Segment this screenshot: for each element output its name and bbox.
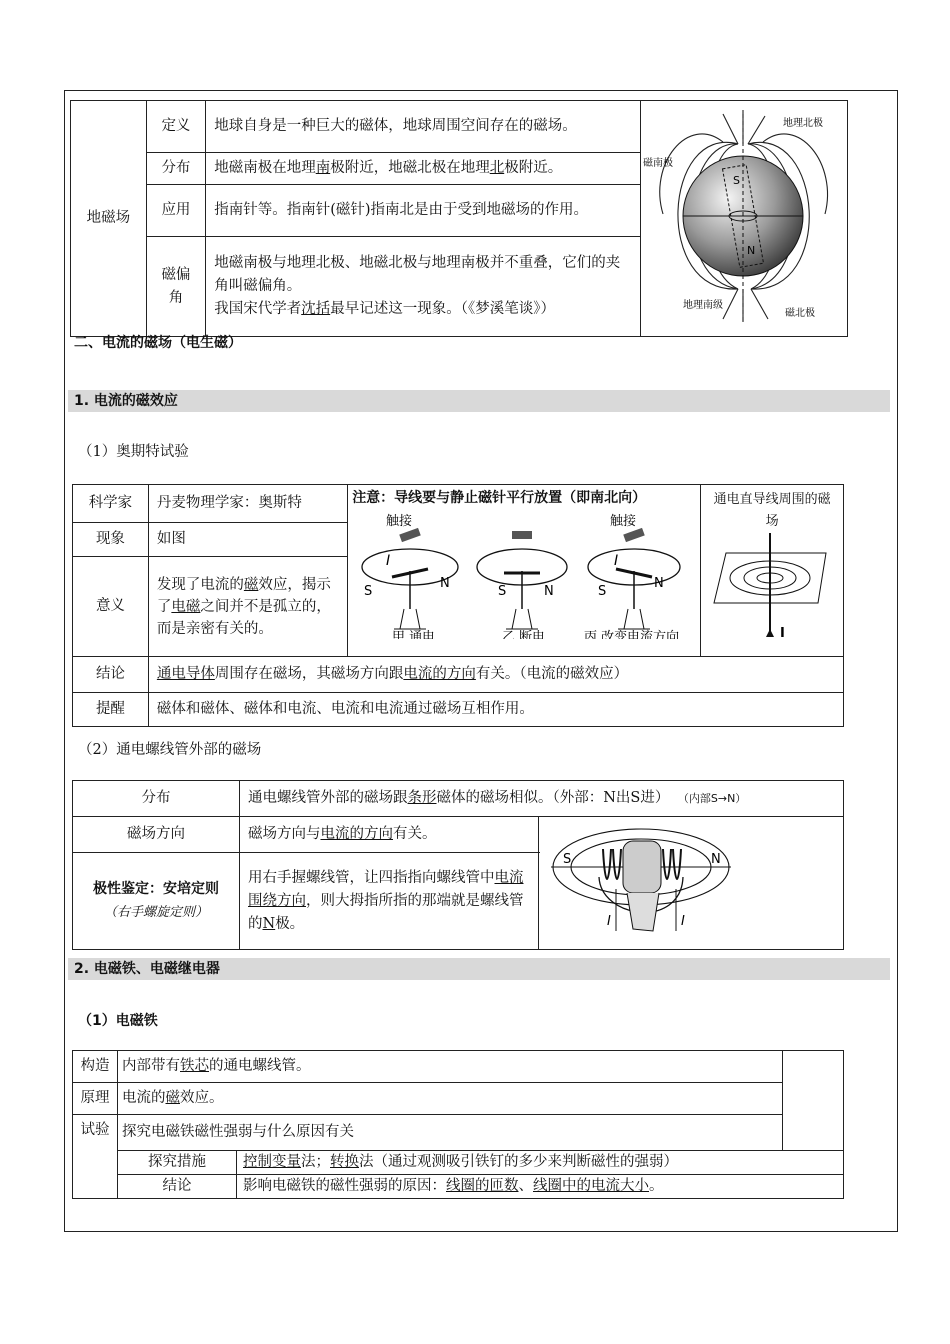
remind-value: 磁体和磁体、磁体和电流、电流和电流通过磁场互相作用。: [148, 693, 843, 727]
wire-figure-cell: [701, 485, 844, 657]
geo-table: [70, 100, 848, 337]
n-label-2: N: [544, 584, 554, 599]
concl-label: 结论: [73, 657, 149, 693]
i-label-3: I: [614, 553, 619, 569]
s-label-1: S: [364, 584, 373, 599]
oersted-figure: [352, 509, 692, 639]
touch-label-3: 触接: [610, 514, 637, 529]
geo-south-label: 地理南级: [683, 299, 724, 311]
mean-value: 发现了电流的磁效应，揭示了电磁之间并不是孤立的，而是亲密有关的。: [148, 557, 347, 657]
phen-value: 如图: [148, 523, 347, 557]
earth-s-label: S: [733, 173, 741, 187]
meas-value: 控制变量法；转换法（通过观测吸引铁钉的多少来判断磁性的强弱）: [237, 1151, 844, 1175]
experiment-off: [477, 531, 567, 639]
s-label-3: S: [598, 584, 607, 599]
exp-label: 试验: [73, 1115, 118, 1199]
oersted-note: 注意：导线要与静止磁针平行放置（即南北向）: [352, 490, 647, 506]
touch-label-1: 触接: [386, 514, 413, 529]
dist-value: 通电螺线管外部的磁场跟条形磁体的磁场相似。（外部：N出S进） （内部S→N）: [240, 781, 844, 817]
caption-2: 乙 断电: [502, 630, 546, 639]
res-value: 影响电磁铁的磁性强弱的原因：线圈的匝数、线圈中的电流大小。: [237, 1175, 844, 1199]
dir-label: 磁场方向: [73, 817, 240, 853]
sub-oersted: （1）奥期特试验: [78, 444, 189, 460]
exp-value: 探究电磁铁磁性强弱与什么原因有关: [118, 1115, 783, 1151]
geo-title: 地磁场: [71, 101, 147, 337]
dist-label: 分布: [73, 781, 240, 817]
caption-1: 甲 通电: [392, 630, 436, 639]
prin-label: 原理: [73, 1083, 118, 1115]
wire-i-label: I: [780, 626, 785, 641]
sol-i-left: I: [607, 914, 611, 929]
sub-solenoid: （2）通电螺线管外部的磁场: [78, 742, 262, 758]
geo-decl-label: 磁偏角: [146, 237, 206, 337]
oersted-table: [72, 484, 844, 727]
wire-title: 通电直导线周围的磁场: [713, 492, 831, 529]
geo-dist-label: 分布: [146, 153, 206, 185]
res-label: 结论: [118, 1175, 237, 1199]
earth-n-label: N: [747, 243, 756, 257]
prin-value: 电流的磁效应。: [118, 1083, 783, 1115]
experiment-on: [362, 513, 458, 639]
build-value: 内部带有铁芯的通电螺线管。: [118, 1051, 783, 1083]
sci-value: 丹麦物理学家：奥斯特: [148, 485, 347, 523]
geo-north-label: 地理北极: [783, 117, 824, 129]
band-electric-magnetic-effect: 1. 电流的磁效应: [68, 390, 890, 412]
build-label: 构造: [73, 1051, 118, 1083]
sol-i-right: I: [681, 914, 685, 929]
section-2-title: 二、电流的磁场（电生磁）: [74, 335, 242, 351]
i-label-1: I: [386, 553, 391, 569]
electromagnet-table: [72, 1050, 844, 1199]
remind-label: 提醒: [73, 693, 149, 727]
solenoid-figure-cell: [539, 817, 844, 950]
geo-app-label: 应用: [146, 185, 206, 237]
straight-wire-figure: [708, 533, 836, 643]
electromagnet-blank-cell: [782, 1051, 843, 1151]
mean-label: 意义: [73, 557, 149, 657]
geo-def-text: 地球自身是一种巨大的磁体，地球周围空间存在的磁场。: [206, 101, 641, 153]
pol-value: 用右手握螺线管，让四指指向螺线管中电流围绕方向，则大拇指所指的那端就是螺线管的N极。: [240, 853, 539, 950]
pol-label: 极性鉴定：安培定则: [93, 881, 219, 898]
sol-s-label: S: [563, 852, 572, 867]
solenoid-hand-figure: [541, 819, 841, 939]
sci-label: 科学家: [73, 485, 149, 523]
band-electromagnet: 2. 电磁铁、电磁继电器: [68, 958, 890, 980]
meas-label: 探究措施: [118, 1151, 237, 1175]
mag-south-label: 磁南极: [643, 157, 674, 169]
geo-def-label: 定义: [146, 101, 206, 153]
sol-n-label: N: [711, 852, 721, 867]
n-label-1: N: [440, 576, 450, 591]
earth-magnetic-field-figure: [643, 104, 843, 326]
phen-label: 现象: [73, 523, 149, 557]
pol-sub: （右手螺旋定则）: [103, 905, 208, 921]
geo-app-text: 指南针等。指南针(磁针)指南北是由于受到地磁场的作用。: [206, 185, 641, 237]
oersted-figure-cell: [348, 485, 701, 657]
pol-label-cell: [73, 853, 240, 950]
mag-north-label: 磁北极: [785, 307, 816, 319]
n-label-3: N: [654, 576, 664, 591]
earth-figure-cell: [641, 101, 848, 337]
experiment-reverse: [584, 513, 680, 639]
sub-electromagnet: （1）电磁铁: [78, 1013, 158, 1029]
caption-3: 丙 改变电流方向: [584, 630, 680, 639]
concl-value: 通电导体周围存在磁场，其磁场方向跟电流的方向有关。（电流的磁效应）: [148, 657, 843, 693]
dir-value: 磁场方向与电流的方向有关。: [240, 817, 539, 853]
solenoid-table: [72, 780, 844, 950]
s-label-2: S: [498, 584, 507, 599]
geo-dist-text: 地磁南极在地理南极附近，地磁北极在地理北极附近。: [206, 153, 641, 185]
geo-decl-text: 地磁南极与地理北极、地磁北极与地理南极并不重叠，它们的夹角叫磁偏角。 我国宋代学者沈括最早记述这一现象。（《梦溪笔谈》）: [206, 237, 641, 337]
